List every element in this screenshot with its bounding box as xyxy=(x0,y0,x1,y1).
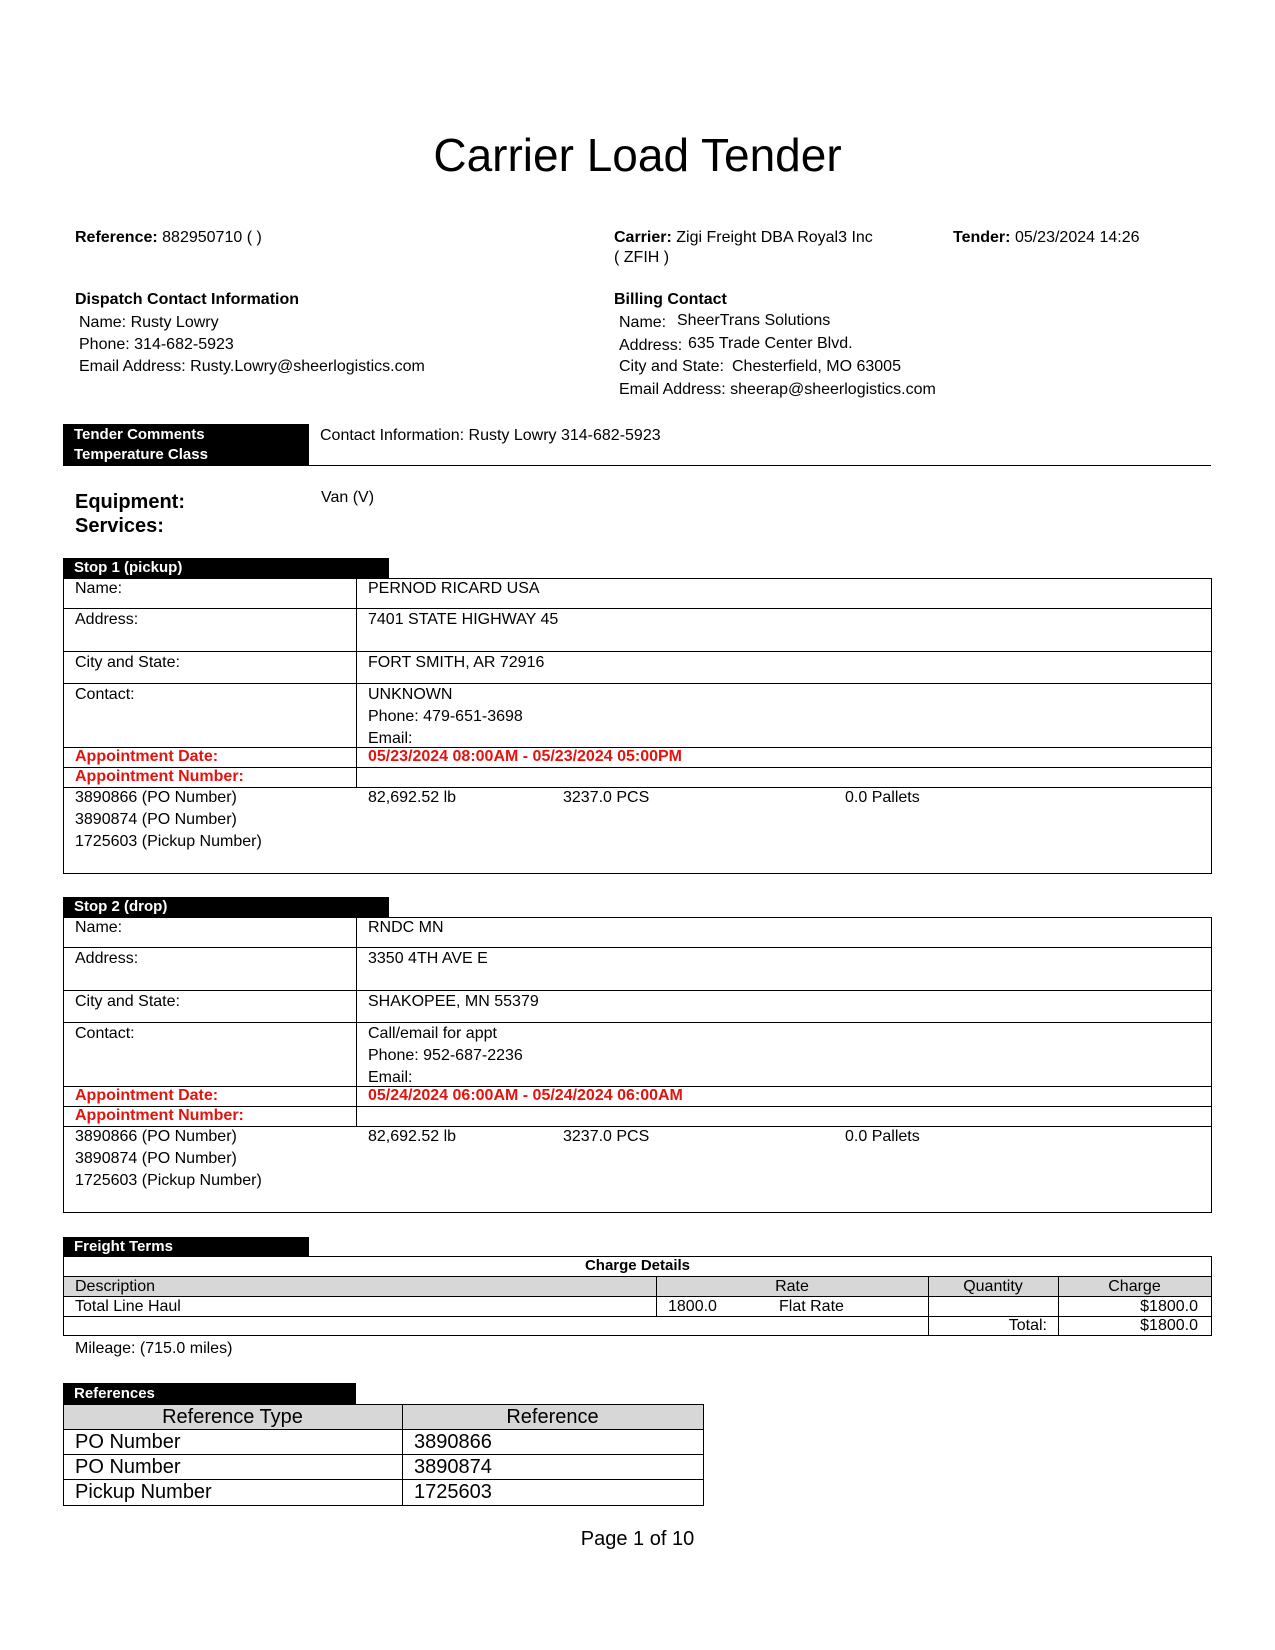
dispatch-name: Name: Rusty Lowry xyxy=(79,314,219,331)
dispatch-heading: Dispatch Contact Information xyxy=(75,291,300,308)
stop-reference: 1725603 (Pickup Number) xyxy=(75,1172,262,1189)
reference-type-cell: Pickup Number xyxy=(75,1481,212,1503)
divider xyxy=(309,465,1211,466)
city-label: City and State: xyxy=(75,993,180,1010)
temperature-class-label: Temperature Class xyxy=(74,446,208,463)
carrier-value: Zigi Freight DBA Royal3 Inc xyxy=(676,229,873,246)
billing-address-value: 635 Trade Center Blvd. xyxy=(688,335,853,352)
tender-field xyxy=(953,228,1140,248)
freight-terms-title: Freight Terms xyxy=(63,1237,309,1257)
equipment-value: Van (V) xyxy=(321,489,375,506)
billing-name-label: Name: xyxy=(619,314,667,331)
appointment-number-label: Appointment Number: xyxy=(75,1107,244,1124)
dispatch-phone: Phone: 314-682-5923 xyxy=(79,336,234,353)
reference-type-cell: PO Number xyxy=(75,1456,181,1478)
equipment-label: Equipment: xyxy=(75,491,185,513)
pieces-value: 3237.0 PCS xyxy=(563,789,650,806)
contact-label: Contact: xyxy=(75,1025,135,1042)
billing-city-label: City and State: xyxy=(619,358,724,375)
city-label: City and State: xyxy=(75,654,180,671)
carrier-field xyxy=(614,228,873,248)
description-header: Description xyxy=(75,1278,156,1295)
rate-header: Rate xyxy=(775,1278,809,1295)
reference-value: 882950710 ( ) xyxy=(162,229,262,246)
line-charge: $1800.0 xyxy=(1140,1298,1198,1315)
reference-cell: 1725603 xyxy=(414,1481,492,1503)
page-number: Page 1 of 10 xyxy=(580,1528,695,1550)
reference-header: Reference xyxy=(506,1406,599,1428)
billing-email: Email Address: sheerap@sheerlogistics.com xyxy=(619,381,936,398)
appointment-number-label: Appointment Number: xyxy=(75,768,244,785)
reference-type-cell: PO Number xyxy=(75,1431,181,1453)
charge-header: Charge xyxy=(1108,1278,1161,1295)
reference-cell: 3890874 xyxy=(414,1456,492,1478)
address-value: 7401 STATE HIGHWAY 45 xyxy=(368,611,559,628)
city-value: FORT SMITH, AR 72916 xyxy=(368,654,545,671)
line-rate: 1800.0 xyxy=(668,1298,717,1315)
billing-name-value: SheerTrans Solutions xyxy=(677,312,831,329)
contact-phone: Phone: 952-687-2236 xyxy=(368,1047,523,1064)
contact-label: Contact: xyxy=(75,686,135,703)
pieces-value: 3237.0 PCS xyxy=(563,1128,650,1145)
stop-reference: 3890874 (PO Number) xyxy=(75,811,237,828)
billing-heading: Billing Contact xyxy=(614,291,727,308)
quantity-header: Quantity xyxy=(963,1278,1023,1295)
tender-comments-label: Tender Comments xyxy=(74,426,205,443)
mileage: Mileage: (715.0 miles) xyxy=(75,1340,233,1357)
address-label: Address: xyxy=(75,611,139,628)
reference-cell: 3890866 xyxy=(414,1431,492,1453)
tender-label: Tender: xyxy=(953,229,1011,246)
services-label: Services: xyxy=(75,515,164,537)
billing-address-label: Address: xyxy=(619,337,683,354)
stop-reference: 3890874 (PO Number) xyxy=(75,1150,237,1167)
contact-phone: Phone: 479-651-3698 xyxy=(368,708,523,725)
city-value: SHAKOPEE, MN 55379 xyxy=(368,993,539,1010)
name-value: PERNOD RICARD USA xyxy=(368,580,540,597)
stop-reference: 3890866 (PO Number) xyxy=(75,1128,237,1145)
contact-value: UNKNOWN xyxy=(368,686,453,703)
name-value: RNDC MN xyxy=(368,919,444,936)
reference-field xyxy=(75,228,262,248)
stop-reference: 1725603 (Pickup Number) xyxy=(75,833,262,850)
references-title: References xyxy=(63,1383,356,1405)
appointment-date-label: Appointment Date: xyxy=(75,1087,219,1104)
appointment-date-value: 05/23/2024 08:00AM - 05/23/2024 05:00PM xyxy=(368,748,682,765)
stop-reference: 3890866 (PO Number) xyxy=(75,789,237,806)
appointment-date-label: Appointment Date: xyxy=(75,748,219,765)
name-label: Name: xyxy=(75,919,123,936)
address-value: 3350 4TH AVE E xyxy=(368,950,488,967)
line-description: Total Line Haul xyxy=(75,1298,181,1315)
weight-value: 82,692.52 lb xyxy=(368,1128,457,1145)
carrier-code: ( ZFIH ) xyxy=(614,249,670,266)
total-value: $1800.0 xyxy=(1140,1317,1198,1334)
address-label: Address: xyxy=(75,950,139,967)
carrier-label: Carrier: xyxy=(614,229,672,246)
pallets-value: 0.0 Pallets xyxy=(845,1128,920,1145)
name-label: Name: xyxy=(75,580,123,597)
page-title: Carrier Load Tender xyxy=(433,129,842,181)
stop-title: Stop 2 (drop) xyxy=(63,897,389,918)
total-label: Total: xyxy=(1008,1317,1047,1334)
billing-city-value: Chesterfield, MO 63005 xyxy=(732,358,901,375)
reference-label: Reference: xyxy=(75,229,158,246)
reference-type-header: Reference Type xyxy=(162,1406,303,1428)
contact-value: Call/email for appt xyxy=(368,1025,497,1042)
contact-email: Email: xyxy=(368,1069,413,1086)
tender-comments-value: Contact Information: Rusty Lowry 314-682-5923 xyxy=(320,427,661,444)
pallets-value: 0.0 Pallets xyxy=(845,789,920,806)
contact-email: Email: xyxy=(368,730,413,747)
tender-value: 05/23/2024 14:26 xyxy=(1014,229,1140,246)
charge-details-heading: Charge Details xyxy=(584,1257,691,1274)
weight-value: 82,692.52 lb xyxy=(368,789,457,806)
tender-comments-header xyxy=(63,424,309,466)
stop-title: Stop 1 (pickup) xyxy=(63,558,389,579)
dispatch-email: Email Address: Rusty.Lowry@sheerlogistics.com xyxy=(79,358,425,375)
appointment-date-value: 05/24/2024 06:00AM - 05/24/2024 06:00AM xyxy=(368,1087,683,1104)
line-rate-type: Flat Rate xyxy=(779,1298,844,1315)
